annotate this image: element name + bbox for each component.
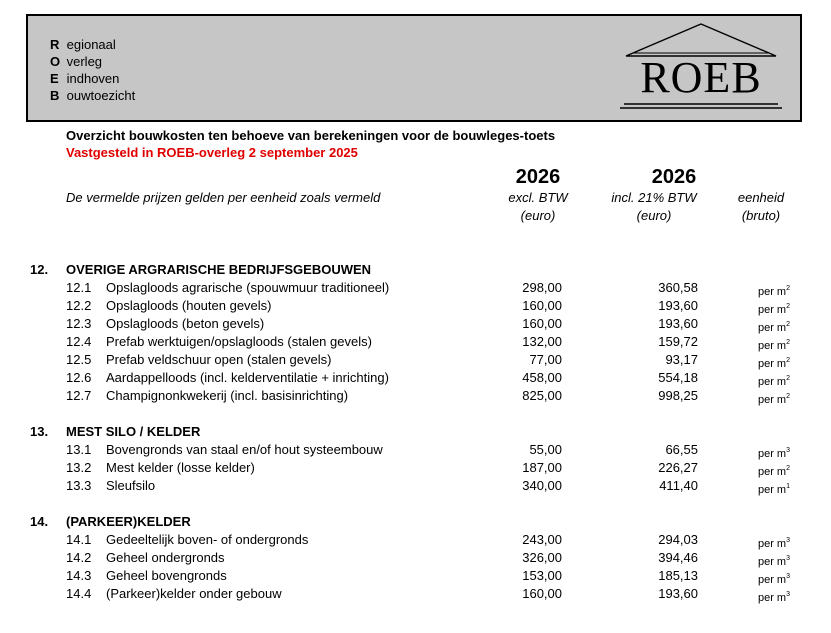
page-title: Overzicht bouwkosten ten behoeve van berekeningen voor de bouwleges-toets xyxy=(66,128,556,143)
row-price-excl: 187,00 xyxy=(522,460,562,475)
row-unit: per $m^2$ xyxy=(757,303,790,316)
row-price-excl: 825,00 xyxy=(522,388,562,403)
intro-text: De vermelde prijzen gelden per eenheid zoals vermeld xyxy=(66,190,381,205)
row-unit: per $m^2$ xyxy=(757,285,790,298)
row-code: 14.4 xyxy=(66,586,92,601)
row-description: (Parkeer)kelder onder gebouw xyxy=(106,586,282,601)
section-title: OVERIGE ARGRARISCHE BEDRIJFSGEBOUWEN xyxy=(66,262,372,277)
section-number: 12. xyxy=(30,262,49,277)
row-description: Prefab veldschuur open (stalen gevels) xyxy=(106,352,332,367)
row-price-incl: 159,72 xyxy=(658,334,698,349)
row-code: 12.6 xyxy=(66,370,92,385)
row-unit: per $m^3$ xyxy=(757,555,790,568)
row-unit: per $m^2$ xyxy=(757,393,790,406)
row-price-excl: 160,00 xyxy=(522,316,562,331)
header-box xyxy=(26,14,802,122)
row-code: 12.5 xyxy=(66,352,92,367)
row-description: Gedeeltelijk boven- of ondergronds xyxy=(106,532,309,547)
row-price-excl: 326,00 xyxy=(522,550,562,565)
col-excl-currency: (euro) xyxy=(520,208,556,223)
section-number: 14. xyxy=(30,514,49,529)
row-unit: per $m^3$ xyxy=(757,573,790,586)
row-price-excl: 458,00 xyxy=(522,370,562,385)
row-code: 12.3 xyxy=(66,316,92,331)
row-unit: per $m^1$ xyxy=(757,483,790,496)
row-code: 13.3 xyxy=(66,478,92,493)
row-price-incl: 185,13 xyxy=(658,568,698,583)
col-unit-bruto: (bruto) xyxy=(741,208,781,223)
row-price-incl: 93,17 xyxy=(665,352,698,367)
page-subtitle: Vastgesteld in ROEB-overleg 2 september 2025 xyxy=(66,145,358,160)
acronym-line-b: B ouwtoezicht xyxy=(50,88,136,103)
row-description: Mest kelder (losse kelder) xyxy=(106,460,255,475)
row-unit: per $m^3$ xyxy=(757,447,790,460)
row-unit: per $m^3$ xyxy=(757,591,790,604)
roeb-logo xyxy=(620,22,782,114)
col-excl-label: excl. BTW xyxy=(508,190,568,205)
row-description: Prefab werktuigen/opslagloods (stalen gevels) xyxy=(106,334,372,349)
row-unit: per $m^2$ xyxy=(757,339,790,352)
row-price-excl: 55,00 xyxy=(529,442,562,457)
row-unit: per $m^3$ xyxy=(757,537,790,550)
section-number: 13. xyxy=(30,424,49,439)
section-title: (PARKEER)KELDER xyxy=(66,514,191,529)
row-price-incl: 193,60 xyxy=(658,298,698,313)
row-price-excl: 160,00 xyxy=(522,586,562,601)
logo-text: ROEB xyxy=(640,53,762,102)
row-description: Opslagloods (houten gevels) xyxy=(106,298,272,313)
row-code: 14.1 xyxy=(66,532,92,547)
row-code: 13.2 xyxy=(66,460,92,475)
section-title: MEST SILO / KELDER xyxy=(66,424,201,439)
row-code: 13.1 xyxy=(66,442,92,457)
row-description: Opslagloods agrarische (spouwmuur traditioneel) xyxy=(106,280,390,295)
row-code: 12.4 xyxy=(66,334,92,349)
row-description: Geheel bovengronds xyxy=(106,568,227,583)
row-price-excl: 77,00 xyxy=(529,352,562,367)
row-description: Geheel ondergronds xyxy=(106,550,225,565)
row-description: Sleufsilo xyxy=(106,478,156,493)
row-unit: per $m^2$ xyxy=(757,465,790,478)
col-incl-currency: (euro) xyxy=(636,208,672,223)
row-description: Opslagloods (beton gevels) xyxy=(106,316,265,331)
row-price-incl: 193,60 xyxy=(658,316,698,331)
row-code: 12.1 xyxy=(66,280,92,295)
row-code: 12.7 xyxy=(66,388,92,403)
acronym-line-o: O verleg xyxy=(50,54,103,69)
row-price-incl: 394,46 xyxy=(658,550,698,565)
row-price-excl: 160,00 xyxy=(522,298,562,313)
row-description: Aardappelloods (incl. kelderventilatie + inrichting) xyxy=(106,370,389,385)
col-unit-label: eenheid xyxy=(737,190,785,205)
row-price-incl: 193,60 xyxy=(658,586,698,601)
row-price-incl: 411,40 xyxy=(659,478,698,493)
row-price-incl: 294,03 xyxy=(658,532,698,547)
row-price-incl: 360,58 xyxy=(658,280,698,295)
row-code: 14.2 xyxy=(66,550,92,565)
row-price-incl: 554,18 xyxy=(658,370,698,385)
row-unit: per $m^2$ xyxy=(757,321,790,334)
acronym-line-r: R egionaal xyxy=(50,37,116,52)
col-excl-year: 2026 xyxy=(515,166,561,188)
row-description: Bovengronds van staal en/of hout systeembouw xyxy=(106,442,383,457)
col-incl-label: incl. 21% BTW xyxy=(611,190,697,205)
col-incl-year: 2026 xyxy=(651,166,697,188)
row-description: Champignonkwekerij (incl. basisinrichting) xyxy=(106,388,349,403)
row-code: 14.3 xyxy=(66,568,92,583)
row-price-excl: 153,00 xyxy=(522,568,562,583)
row-price-incl: 998,25 xyxy=(658,388,698,403)
row-price-excl: 298,00 xyxy=(522,280,562,295)
row-price-excl: 132,00 xyxy=(522,334,562,349)
row-price-excl: 340,00 xyxy=(522,478,562,493)
row-price-excl: 243,00 xyxy=(522,532,562,547)
row-code: 12.2 xyxy=(66,298,92,313)
row-price-incl: 66,55 xyxy=(665,442,698,457)
row-price-incl: 226,27 xyxy=(658,460,698,475)
row-unit: per $m^2$ xyxy=(757,357,790,370)
acronym-line-e: E indhoven xyxy=(50,71,120,86)
row-unit: per $m^2$ xyxy=(757,375,790,388)
